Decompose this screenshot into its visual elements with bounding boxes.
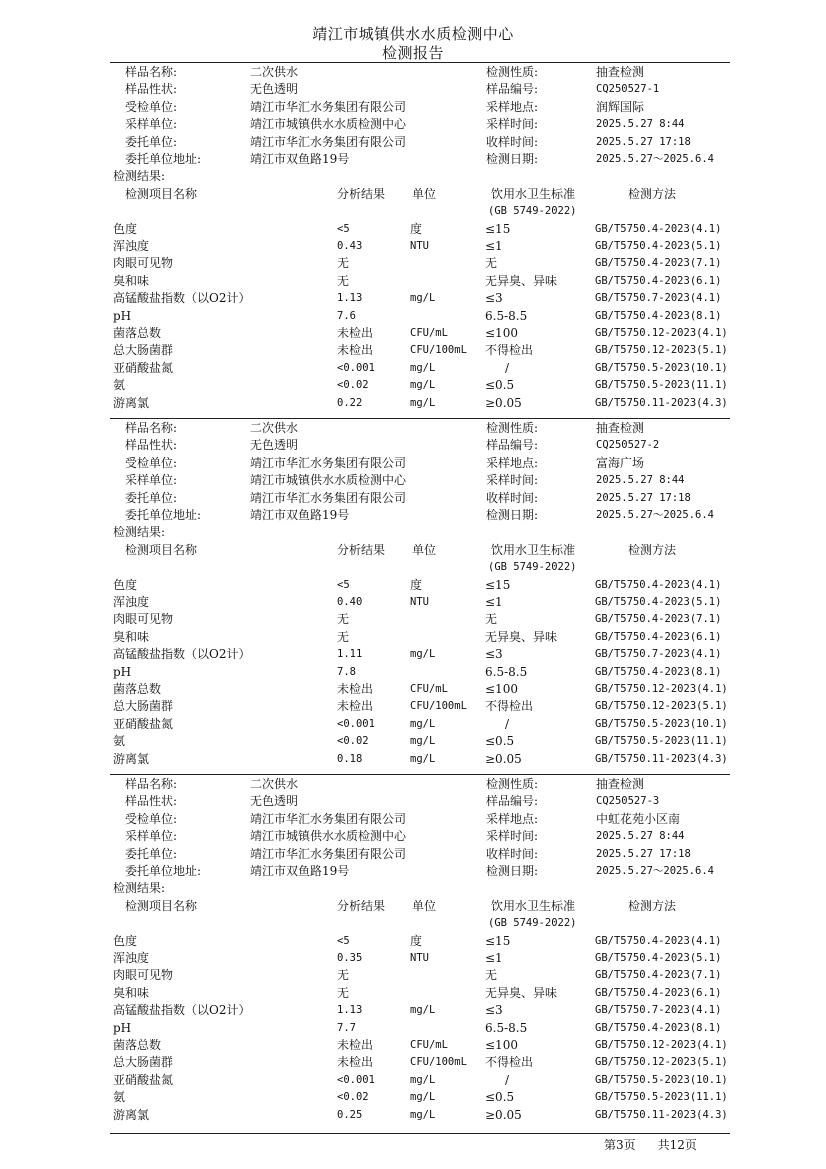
table-cell-method: GB/T5750.4-2023(8.1) xyxy=(595,1021,722,1034)
sampling-site-value: 中虹花苑小区南 xyxy=(596,811,681,826)
table-cell-result: 0.18 xyxy=(337,752,363,765)
test-date-label: 检测日期: xyxy=(486,152,539,166)
table-cell-unit: mg/L xyxy=(410,648,436,661)
table-cell-method: GB/T5750.5-2023(10.1) xyxy=(595,717,728,730)
table-cell-standard: 无 xyxy=(485,612,498,627)
table-cell-result: <0.001 xyxy=(337,361,375,374)
table-cell-method: GB/T5750.5-2023(11.1) xyxy=(595,735,728,748)
section-divider xyxy=(110,418,730,419)
col-header-item: 检测项目名称 xyxy=(125,186,198,201)
table-cell-result: 未检出 xyxy=(337,699,374,714)
table-cell-result: 0.25 xyxy=(337,1108,363,1121)
table-cell-result: <5 xyxy=(337,934,350,947)
sample-name-label: 样品名称: xyxy=(125,777,178,791)
inspected-unit-label: 受检单位: xyxy=(125,455,178,470)
entrust-address-label: 委托单位地址: xyxy=(125,864,202,878)
table-cell-method: GB/T5750.5-2023(11.1) xyxy=(595,1091,728,1104)
col-header-unit: 单位 xyxy=(412,186,437,201)
table-cell-standard: ≥0.05 xyxy=(485,1107,522,1122)
table-cell-unit: CFU/mL xyxy=(410,683,448,695)
table-cell-item-name: 高锰酸盐指数（以O2计） xyxy=(113,1003,251,1018)
table-cell-result: 未检出 xyxy=(337,326,374,340)
test-nature-label: 检测性质: xyxy=(486,421,539,435)
test-nature-value: 抽查检测 xyxy=(596,777,645,791)
table-cell-standard: / xyxy=(505,1072,510,1087)
table-cell-item-name: 浑浊度 xyxy=(113,951,150,965)
table-cell-standard: / xyxy=(505,716,510,731)
col-header-unit: 单位 xyxy=(412,898,437,913)
table-cell-result: 无 xyxy=(337,985,350,1000)
table-cell-method: GB/T5750.7-2023(4.1) xyxy=(595,292,722,305)
table-cell-unit: mg/L xyxy=(410,735,436,748)
table-cell-item-name: 亚硝酸盐氮 xyxy=(113,1072,174,1087)
table-cell-standard: 6.5-8.5 xyxy=(485,664,528,679)
table-cell-method: GB/T5750.12-2023(4.1) xyxy=(595,683,728,695)
receiving-time-label: 收样时间: xyxy=(486,490,539,505)
sample-nature-label: 样品性状: xyxy=(125,794,178,809)
sampling-time-value: 2025.5.27 8:44 xyxy=(596,118,685,131)
table-cell-result: <5 xyxy=(337,578,350,591)
table-cell-item-name: 高锰酸盐指数（以O2计） xyxy=(113,647,251,662)
sample-nature-label: 样品性状: xyxy=(125,438,178,453)
report-org-title: 靖江市城镇供水水质检测中心 xyxy=(312,25,514,43)
results-label: 检测结果: xyxy=(113,525,166,540)
inspected-unit-label: 受检单位: xyxy=(125,99,178,114)
table-cell-method: GB/T5750.4-2023(7.1) xyxy=(595,613,722,626)
table-cell-item-name: 菌落总数 xyxy=(113,326,162,340)
sampling-site-value: 润辉国际 xyxy=(596,99,645,114)
table-cell-result: 无 xyxy=(337,256,350,271)
table-cell-standard: / xyxy=(505,360,510,375)
table-cell-result: 无 xyxy=(337,629,350,644)
receiving-time-value: 2025.5.27 17:18 xyxy=(596,135,691,148)
table-cell-method: GB/T5750.5-2023(10.1) xyxy=(595,1073,728,1086)
sampling-time-label: 采样时间: xyxy=(486,829,539,844)
table-cell-unit: mg/L xyxy=(410,361,436,374)
table-cell-standard: ≤1 xyxy=(485,595,503,609)
inspected-unit-label: 受检单位: xyxy=(125,811,178,826)
table-cell-unit: 度 xyxy=(410,577,423,592)
sample-no-value: CQ250527-2 xyxy=(596,439,660,452)
entrust-unit-value: 靖江市华汇水务集团有限公司 xyxy=(250,490,407,505)
table-cell-method: GB/T5750.4-2023(7.1) xyxy=(595,969,722,982)
entrust-unit-label: 委托单位: xyxy=(125,490,178,505)
table-cell-unit: CFU/mL xyxy=(410,1039,448,1051)
table-cell-item-name: 臭和味 xyxy=(113,985,150,1000)
table-cell-item-name: 氨 xyxy=(113,734,126,749)
table-cell-result: 1.13 xyxy=(337,1004,363,1017)
sample-name-value: 二次供水 xyxy=(250,421,299,435)
table-cell-method: GB/T5750.4-2023(6.1) xyxy=(595,630,722,643)
table-cell-item-name: pH xyxy=(113,1020,132,1035)
receiving-time-value: 2025.5.27 17:18 xyxy=(596,491,691,504)
table-cell-unit: mg/L xyxy=(410,1004,436,1017)
table-cell-result: 1.13 xyxy=(337,292,363,305)
table-cell-unit: NTU xyxy=(410,240,429,252)
sampling-unit-label: 采样单位: xyxy=(125,829,178,844)
table-cell-item-name: pH xyxy=(113,664,132,679)
table-cell-item-name: 菌落总数 xyxy=(113,682,162,696)
table-cell-item-name: 肉眼可见物 xyxy=(113,256,174,271)
table-cell-standard: ≤3 xyxy=(485,1003,503,1018)
table-cell-unit: NTU xyxy=(410,596,429,608)
results-label: 检测结果: xyxy=(113,169,166,184)
table-cell-method: GB/T5750.7-2023(4.1) xyxy=(595,648,722,661)
entrust-address-value: 靖江市双鱼路19号 xyxy=(250,508,350,522)
sample-nature-label: 样品性状: xyxy=(125,82,178,97)
table-cell-unit: 度 xyxy=(410,221,423,236)
table-cell-method: GB/T5750.12-2023(4.1) xyxy=(595,1039,728,1051)
table-cell-method: GB/T5750.4-2023(4.1) xyxy=(595,222,722,235)
sampling-site-label: 采样地点: xyxy=(486,455,539,470)
table-cell-result: 无 xyxy=(337,968,350,983)
table-cell-standard: 不得检出 xyxy=(485,1055,534,1070)
inspected-unit-value: 靖江市华汇水务集团有限公司 xyxy=(250,455,407,470)
inspected-unit-value: 靖江市华汇水务集团有限公司 xyxy=(250,99,407,114)
table-cell-item-name: 色度 xyxy=(113,933,138,948)
sampling-time-label: 采样时间: xyxy=(486,473,539,488)
sample-name-label: 样品名称: xyxy=(125,65,178,79)
col-header-item: 检测项目名称 xyxy=(125,898,198,913)
table-cell-standard: 不得检出 xyxy=(485,343,534,358)
table-cell-result: 0.22 xyxy=(337,396,363,409)
table-cell-standard: ≤15 xyxy=(485,933,511,948)
table-cell-item-name: 亚硝酸盐氮 xyxy=(113,716,174,731)
test-nature-value: 抽查检测 xyxy=(596,65,645,79)
table-cell-unit: mg/L xyxy=(410,379,436,392)
table-cell-item-name: 高锰酸盐指数（以O2计） xyxy=(113,291,251,306)
table-cell-method: GB/T5750.11-2023(4.3) xyxy=(595,396,728,409)
sampling-site-value: 富海广场 xyxy=(596,455,645,470)
sample-name-label: 样品名称: xyxy=(125,421,178,435)
table-cell-standard: ≤0.5 xyxy=(485,734,515,749)
table-cell-unit: NTU xyxy=(410,952,429,964)
entrust-address-value: 靖江市双鱼路19号 xyxy=(250,864,350,878)
table-cell-standard: ≤100 xyxy=(485,1038,518,1052)
col-header-result: 分析结果 xyxy=(337,186,386,201)
table-cell-standard: 无异臭、异味 xyxy=(485,629,558,644)
table-cell-standard: 无异臭、异味 xyxy=(485,273,558,288)
table-cell-result: <0.001 xyxy=(337,717,375,730)
col-header-item: 检测项目名称 xyxy=(125,542,198,557)
table-cell-unit: mg/L xyxy=(410,292,436,305)
col-header-unit: 单位 xyxy=(412,542,437,557)
table-cell-item-name: 色度 xyxy=(113,221,138,236)
table-cell-result: 未检出 xyxy=(337,343,374,358)
table-cell-method: GB/T5750.12-2023(4.1) xyxy=(595,327,728,339)
table-cell-result: 无 xyxy=(337,612,350,627)
table-cell-result: 未检出 xyxy=(337,1055,374,1070)
results-label: 检测结果: xyxy=(113,881,166,896)
table-cell-method: GB/T5750.11-2023(4.3) xyxy=(595,752,728,765)
table-cell-standard: ≤1 xyxy=(485,951,503,965)
table-cell-item-name: 菌落总数 xyxy=(113,1038,162,1052)
table-cell-result: <5 xyxy=(337,222,350,235)
table-cell-item-name: 色度 xyxy=(113,577,138,592)
sampling-unit-value: 靖江市城镇供水水质检测中心 xyxy=(250,473,407,488)
table-cell-method: GB/T5750.4-2023(8.1) xyxy=(595,309,722,322)
table-cell-method: GB/T5750.4-2023(4.1) xyxy=(595,934,722,947)
table-cell-result: 0.43 xyxy=(337,240,363,252)
page-total: 共12页 xyxy=(657,1138,697,1152)
col-header-standard: 饮用水卫生标准 xyxy=(491,898,576,913)
table-cell-standard: ≤0.5 xyxy=(485,378,515,393)
table-cell-item-name: 浑浊度 xyxy=(113,595,150,609)
sample-nature-value: 无色透明 xyxy=(250,82,299,97)
report-title: 检测报告 xyxy=(381,44,444,62)
footer-rule xyxy=(110,1133,730,1134)
sample-no-value: CQ250527-1 xyxy=(596,83,660,96)
table-cell-item-name: 总大肠菌群 xyxy=(113,1055,174,1070)
table-cell-unit: CFU/mL xyxy=(410,327,448,339)
table-cell-method: GB/T5750.4-2023(6.1) xyxy=(595,274,722,287)
sampling-unit-value: 靖江市城镇供水水质检测中心 xyxy=(250,829,407,844)
table-cell-standard: 不得检出 xyxy=(485,699,534,714)
inspected-unit-value: 靖江市华汇水务集团有限公司 xyxy=(250,811,407,826)
table-cell-method: GB/T5750.12-2023(5.1) xyxy=(595,344,728,357)
sample-nature-value: 无色透明 xyxy=(250,438,299,453)
entrust-address-label: 委托单位地址: xyxy=(125,152,202,166)
entrust-unit-value: 靖江市华汇水务集团有限公司 xyxy=(250,846,407,861)
table-cell-item-name: 游离氯 xyxy=(113,395,150,410)
receiving-time-label: 收样时间: xyxy=(486,134,539,149)
table-cell-standard: 无 xyxy=(485,256,498,271)
entrust-unit-value: 靖江市华汇水务集团有限公司 xyxy=(250,134,407,149)
entrust-unit-label: 委托单位: xyxy=(125,846,178,861)
sampling-unit-label: 采样单位: xyxy=(125,473,178,488)
col-header-method: 检测方法 xyxy=(628,542,677,557)
sampling-time-label: 采样时间: xyxy=(486,117,539,132)
table-cell-standard: ≤100 xyxy=(485,326,518,340)
entrust-unit-label: 委托单位: xyxy=(125,134,178,149)
table-cell-result: 0.35 xyxy=(337,952,363,964)
table-cell-item-name: 总大肠菌群 xyxy=(113,699,174,714)
sampling-time-value: 2025.5.27 8:44 xyxy=(596,830,685,843)
table-cell-standard: ≥0.05 xyxy=(485,395,522,410)
table-cell-unit: mg/L xyxy=(410,717,436,730)
table-cell-result: <0.02 xyxy=(337,379,369,392)
col-header-method: 检测方法 xyxy=(628,186,677,201)
sampling-site-label: 采样地点: xyxy=(486,99,539,114)
entrust-address-value: 靖江市双鱼路19号 xyxy=(250,152,350,166)
table-cell-result: 0.40 xyxy=(337,596,363,608)
sample-name-value: 二次供水 xyxy=(250,65,299,79)
sampling-site-label: 采样地点: xyxy=(486,811,539,826)
table-cell-method: GB/T5750.12-2023(5.1) xyxy=(595,1056,728,1069)
table-cell-result: <0.02 xyxy=(337,1091,369,1104)
table-cell-standard: ≥0.05 xyxy=(485,751,522,766)
table-cell-standard: ≤0.5 xyxy=(485,1090,515,1105)
col-header-standard: 饮用水卫生标准 xyxy=(491,542,576,557)
table-cell-method: GB/T5750.4-2023(5.1) xyxy=(595,240,722,252)
table-cell-method: GB/T5750.4-2023(7.1) xyxy=(595,257,722,270)
entrust-address-label: 委托单位地址: xyxy=(125,508,202,522)
table-cell-result: 1.11 xyxy=(337,648,363,661)
page-footer xyxy=(604,1136,719,1153)
test-nature-value: 抽查检测 xyxy=(596,421,645,435)
table-cell-item-name: 浑浊度 xyxy=(113,239,150,253)
receiving-time-label: 收样时间: xyxy=(486,846,539,861)
sample-nature-value: 无色透明 xyxy=(250,794,299,809)
table-cell-method: GB/T5750.5-2023(11.1) xyxy=(595,379,728,392)
test-date-label: 检测日期: xyxy=(486,508,539,522)
col-header-standard-code: (GB 5749-2022) xyxy=(488,561,577,574)
table-cell-standard: 6.5-8.5 xyxy=(485,308,528,323)
table-cell-method: GB/T5750.4-2023(6.1) xyxy=(595,986,722,999)
test-nature-label: 检测性质: xyxy=(486,777,539,791)
table-cell-item-name: 臭和味 xyxy=(113,629,150,644)
test-date-value: 2025.5.27～2025.6.4 xyxy=(596,865,714,877)
table-cell-item-name: 肉眼可见物 xyxy=(113,968,174,983)
table-cell-method: GB/T5750.4-2023(8.1) xyxy=(595,665,722,678)
table-cell-item-name: 臭和味 xyxy=(113,273,150,288)
table-cell-standard: ≤15 xyxy=(485,577,511,592)
table-cell-method: GB/T5750.12-2023(5.1) xyxy=(595,700,728,713)
table-cell-result: 7.7 xyxy=(337,1021,356,1034)
test-date-label: 检测日期: xyxy=(486,864,539,878)
sampling-unit-label: 采样单位: xyxy=(125,117,178,132)
section-divider xyxy=(110,62,730,63)
sample-no-label: 样品编号: xyxy=(486,82,539,97)
table-cell-item-name: 氨 xyxy=(113,378,126,393)
table-cell-item-name: 亚硝酸盐氮 xyxy=(113,360,174,375)
sampling-time-value: 2025.5.27 8:44 xyxy=(596,474,685,487)
table-cell-result: 未检出 xyxy=(337,682,374,696)
table-cell-item-name: pH xyxy=(113,308,132,323)
table-cell-standard: ≤3 xyxy=(485,647,503,662)
table-cell-item-name: 氨 xyxy=(113,1090,126,1105)
test-nature-label: 检测性质: xyxy=(486,65,539,79)
table-cell-unit: CFU/100mL xyxy=(410,344,467,357)
sample-no-value: CQ250527-3 xyxy=(596,795,660,808)
table-cell-standard: 6.5-8.5 xyxy=(485,1020,528,1035)
receiving-time-value: 2025.5.27 17:18 xyxy=(596,847,691,860)
table-cell-unit: mg/L xyxy=(410,1108,436,1121)
table-cell-standard: ≤1 xyxy=(485,239,503,253)
table-cell-unit: mg/L xyxy=(410,396,436,409)
table-cell-standard: ≤3 xyxy=(485,291,503,306)
table-cell-unit: 度 xyxy=(410,933,423,948)
table-cell-result: 未检出 xyxy=(337,1038,374,1052)
table-cell-item-name: 游离氯 xyxy=(113,751,150,766)
sample-name-value: 二次供水 xyxy=(250,777,299,791)
sample-no-label: 样品编号: xyxy=(486,794,539,809)
col-header-standard: 饮用水卫生标准 xyxy=(491,186,576,201)
table-cell-unit: mg/L xyxy=(410,1091,436,1104)
sample-no-label: 样品编号: xyxy=(486,438,539,453)
table-cell-standard: ≤100 xyxy=(485,682,518,696)
table-cell-method: GB/T5750.11-2023(4.3) xyxy=(595,1108,728,1121)
col-header-standard-code: (GB 5749-2022) xyxy=(488,205,577,218)
table-cell-unit: mg/L xyxy=(410,1073,436,1086)
col-header-method: 检测方法 xyxy=(628,898,677,913)
table-cell-standard: 无异臭、异味 xyxy=(485,985,558,1000)
table-cell-standard: ≤15 xyxy=(485,221,511,236)
table-cell-result: 7.8 xyxy=(337,665,356,678)
table-cell-result: <0.02 xyxy=(337,735,369,748)
page-number: 第3页 xyxy=(604,1138,636,1152)
table-cell-item-name: 总大肠菌群 xyxy=(113,343,174,358)
test-date-value: 2025.5.27～2025.6.4 xyxy=(596,153,714,165)
table-cell-item-name: 肉眼可见物 xyxy=(113,612,174,627)
col-header-standard-code: (GB 5749-2022) xyxy=(488,917,577,930)
table-cell-method: GB/T5750.4-2023(5.1) xyxy=(595,952,722,964)
test-date-value: 2025.5.27～2025.6.4 xyxy=(596,509,714,521)
table-cell-method: GB/T5750.5-2023(10.1) xyxy=(595,361,728,374)
table-cell-unit: CFU/100mL xyxy=(410,700,467,713)
table-cell-method: GB/T5750.7-2023(4.1) xyxy=(595,1004,722,1017)
table-cell-result: 7.6 xyxy=(337,309,356,322)
table-cell-result: <0.001 xyxy=(337,1073,375,1086)
table-cell-method: GB/T5750.4-2023(5.1) xyxy=(595,596,722,608)
table-cell-result: 无 xyxy=(337,273,350,288)
table-cell-unit: mg/L xyxy=(410,752,436,765)
table-cell-method: GB/T5750.4-2023(4.1) xyxy=(595,578,722,591)
col-header-result: 分析结果 xyxy=(337,542,386,557)
sampling-unit-value: 靖江市城镇供水水质检测中心 xyxy=(250,117,407,132)
table-cell-item-name: 游离氯 xyxy=(113,1107,150,1122)
table-cell-standard: 无 xyxy=(485,968,498,983)
table-cell-unit: CFU/100mL xyxy=(410,1056,467,1069)
section-divider xyxy=(110,774,730,775)
col-header-result: 分析结果 xyxy=(337,898,386,913)
